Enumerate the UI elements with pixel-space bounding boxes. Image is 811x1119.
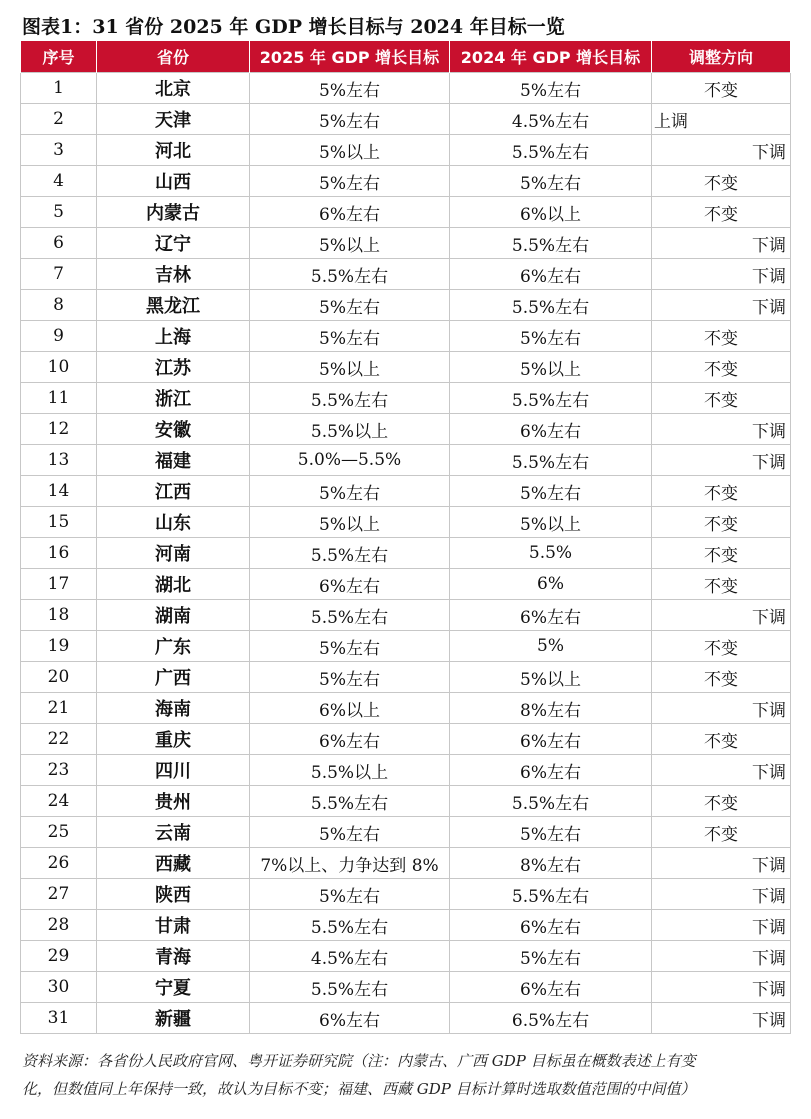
cell-province: 甘肃 [97,910,250,941]
table-row [21,383,791,414]
cell-target-2025: 5%左右 [250,166,450,197]
cell-province: 安徽 [97,414,250,445]
cell-direction [652,104,791,135]
table-row [21,507,791,538]
cell-province: 上海 [97,321,250,352]
cell-target-2024: 6%左右 [450,414,652,445]
cell-province: 北京 [97,73,250,104]
table-row [21,755,791,786]
cell-index: 12 [21,414,97,445]
cell-target-2024: 8%左右 [450,848,652,879]
direction-label: 下调 [752,452,786,473]
cell-index: 14 [21,476,97,507]
cell-target-2025: 5.5%左右 [250,786,450,817]
cell-direction [652,786,791,817]
cell-direction [652,569,791,600]
table-row [21,228,791,259]
cell-target-2025: 5.5%左右 [250,383,450,414]
cell-index: 20 [21,662,97,693]
cell-target-2025: 5%以上 [250,352,450,383]
cell-target-2025: 5.0%—5.5% [250,445,450,476]
direction-label: 下调 [752,1010,786,1031]
cell-direction [652,848,791,879]
table-row [21,786,791,817]
table-row [21,848,791,879]
cell-target-2025: 5.5%左右 [250,259,450,290]
table-row [21,414,791,445]
cell-target-2025: 5%左右 [250,662,450,693]
cell-target-2024: 5.5%左右 [450,228,652,259]
cell-target-2025: 5%左右 [250,104,450,135]
header-target-2024: 2024 年 GDP 增长目标 [450,41,652,73]
table-row [21,817,791,848]
table-row [21,1003,791,1034]
cell-target-2025: 5%左右 [250,631,450,662]
cell-target-2024: 5.5%左右 [450,135,652,166]
table-row [21,662,791,693]
cell-index: 8 [21,290,97,321]
table-row [21,290,791,321]
cell-target-2025: 5%以上 [250,507,450,538]
direction-label: 下调 [752,762,786,783]
cell-target-2024: 6%左右 [450,972,652,1003]
table-row [21,631,791,662]
cell-direction [652,724,791,755]
cell-direction [652,662,791,693]
cell-province: 河北 [97,135,250,166]
cell-target-2024: 6%左右 [450,755,652,786]
table-row [21,879,791,910]
cell-index: 26 [21,848,97,879]
header-index: 序号 [21,41,97,73]
cell-target-2025: 4.5%左右 [250,941,450,972]
direction-label: 下调 [752,297,786,318]
cell-province: 江苏 [97,352,250,383]
table-row [21,321,791,352]
direction-label: 不变 [704,824,738,845]
cell-direction [652,1003,791,1034]
cell-province: 辽宁 [97,228,250,259]
cell-province: 新疆 [97,1003,250,1034]
direction-label: 不变 [704,80,738,101]
cell-target-2025: 7%以上、力争达到 8% [250,848,450,879]
cell-index: 10 [21,352,97,383]
cell-target-2025: 6%左右 [250,569,450,600]
cell-index: 7 [21,259,97,290]
cell-target-2024: 6%左右 [450,600,652,631]
direction-label: 下调 [752,700,786,721]
table-row [21,724,791,755]
direction-label: 下调 [752,886,786,907]
cell-province: 江西 [97,476,250,507]
cell-target-2025: 5.5%左右 [250,972,450,1003]
cell-direction [652,910,791,941]
cell-target-2025: 5%以上 [250,228,450,259]
cell-direction [652,817,791,848]
cell-target-2025: 5%左右 [250,321,450,352]
cell-direction [652,755,791,786]
cell-target-2024: 5%以上 [450,352,652,383]
cell-province: 西藏 [97,848,250,879]
cell-province: 广西 [97,662,250,693]
table-body [21,73,791,1034]
table-row [21,445,791,476]
cell-target-2024: 4.5%左右 [450,104,652,135]
direction-label: 不变 [704,793,738,814]
cell-target-2024: 5.5%左右 [450,383,652,414]
cell-target-2024: 5% [450,631,652,662]
cell-target-2025: 6%左右 [250,724,450,755]
direction-label: 下调 [752,421,786,442]
direction-label: 下调 [752,948,786,969]
cell-direction [652,197,791,228]
cell-target-2024: 5%左右 [450,476,652,507]
cell-target-2024: 5%左右 [450,941,652,972]
cell-direction [652,693,791,724]
source-note [22,1047,792,1103]
cell-province: 广东 [97,631,250,662]
cell-province: 海南 [97,693,250,724]
cell-direction [652,414,791,445]
cell-target-2024: 5%左右 [450,817,652,848]
cell-index: 17 [21,569,97,600]
direction-label: 不变 [704,669,738,690]
cell-target-2024: 5.5%左右 [450,879,652,910]
cell-direction [652,941,791,972]
direction-label: 下调 [752,266,786,287]
table-row [21,73,791,104]
cell-direction [652,290,791,321]
cell-target-2025: 5%左右 [250,73,450,104]
direction-label: 下调 [752,235,786,256]
cell-index: 11 [21,383,97,414]
direction-label: 下调 [752,917,786,938]
cell-target-2024: 5%左右 [450,321,652,352]
cell-direction [652,383,791,414]
cell-target-2024: 6%左右 [450,910,652,941]
cell-direction [652,166,791,197]
table-row [21,693,791,724]
cell-index: 25 [21,817,97,848]
cell-index: 21 [21,693,97,724]
cell-direction [652,228,791,259]
cell-index: 19 [21,631,97,662]
direction-label: 不变 [704,204,738,225]
cell-direction [652,352,791,383]
cell-province: 青海 [97,941,250,972]
cell-province: 陕西 [97,879,250,910]
source-note-line-1: 资料来源：各省份人民政府官网、粤开证券研究院（注：内蒙古、广西 GDP 目标虽在概数表述上有变 [22,1052,696,1070]
cell-index: 22 [21,724,97,755]
cell-target-2025: 5%左右 [250,290,450,321]
cell-index: 13 [21,445,97,476]
cell-target-2024: 6%以上 [450,197,652,228]
cell-index: 5 [21,197,97,228]
cell-index: 24 [21,786,97,817]
cell-target-2025: 5.5%左右 [250,538,450,569]
direction-label: 不变 [704,359,738,380]
table-header-row [21,41,791,73]
cell-target-2025: 6%以上 [250,693,450,724]
cell-target-2024: 5%左右 [450,73,652,104]
cell-index: 4 [21,166,97,197]
direction-label: 不变 [704,173,738,194]
cell-province: 山西 [97,166,250,197]
cell-province: 四川 [97,755,250,786]
cell-target-2024: 5.5%左右 [450,445,652,476]
table-row [21,166,791,197]
cell-target-2024: 5%以上 [450,507,652,538]
cell-province: 山东 [97,507,250,538]
gdp-target-table [20,41,791,1034]
cell-direction [652,476,791,507]
table-row [21,910,791,941]
figure-title: 图表1：31 省份 2025 年 GDP 增长目标与 2024 年目标一览 [22,16,565,38]
table-row [21,972,791,1003]
direction-label: 不变 [704,483,738,504]
cell-target-2025: 5.5%左右 [250,910,450,941]
cell-index: 30 [21,972,97,1003]
cell-index: 31 [21,1003,97,1034]
header-target-2025: 2025 年 GDP 增长目标 [250,41,450,73]
cell-province: 内蒙古 [97,197,250,228]
cell-province: 云南 [97,817,250,848]
cell-province: 浙江 [97,383,250,414]
header-direction: 调整方向 [652,41,791,73]
cell-index: 27 [21,879,97,910]
cell-target-2024: 5.5%左右 [450,290,652,321]
direction-label: 不变 [704,731,738,752]
cell-target-2025: 6%左右 [250,1003,450,1034]
cell-target-2024: 6%左右 [450,724,652,755]
cell-target-2025: 5.5%左右 [250,600,450,631]
cell-direction [652,73,791,104]
cell-target-2024: 6%左右 [450,259,652,290]
table-row [21,104,791,135]
cell-direction [652,600,791,631]
cell-direction [652,972,791,1003]
cell-index: 1 [21,73,97,104]
cell-province: 湖北 [97,569,250,600]
cell-target-2024: 5%左右 [450,166,652,197]
cell-target-2024: 8%左右 [450,693,652,724]
direction-label: 上调 [654,111,688,132]
direction-label: 不变 [704,390,738,411]
cell-target-2024: 5%以上 [450,662,652,693]
direction-label: 不变 [704,514,738,535]
cell-index: 2 [21,104,97,135]
cell-province: 重庆 [97,724,250,755]
direction-label: 不变 [704,328,738,349]
cell-direction [652,507,791,538]
cell-province: 湖南 [97,600,250,631]
cell-index: 6 [21,228,97,259]
cell-index: 15 [21,507,97,538]
cell-target-2024: 6.5%左右 [450,1003,652,1034]
cell-province: 天津 [97,104,250,135]
table-row [21,941,791,972]
cell-direction [652,321,791,352]
cell-target-2025: 6%左右 [250,197,450,228]
source-note-line-2: 化，但数值同上年保持一致，故认为目标不变；福建、西藏 GDP 目标计算时选取数值范围的中间值） [22,1080,696,1098]
direction-label: 不变 [704,638,738,659]
cell-direction [652,631,791,662]
cell-direction [652,135,791,166]
cell-target-2024: 5.5% [450,538,652,569]
cell-province: 贵州 [97,786,250,817]
header-province: 省份 [97,41,250,73]
cell-direction [652,259,791,290]
cell-province: 黑龙江 [97,290,250,321]
table-row [21,476,791,507]
table-row [21,600,791,631]
direction-label: 不变 [704,576,738,597]
direction-label: 不变 [704,545,738,566]
direction-label: 下调 [752,979,786,1000]
cell-target-2025: 5%左右 [250,476,450,507]
cell-province: 河南 [97,538,250,569]
cell-target-2024: 5.5%左右 [450,786,652,817]
cell-target-2025: 5%左右 [250,817,450,848]
cell-direction [652,879,791,910]
cell-target-2025: 5.5%以上 [250,414,450,445]
table-row [21,538,791,569]
cell-index: 9 [21,321,97,352]
cell-direction [652,538,791,569]
table-row [21,259,791,290]
cell-index: 18 [21,600,97,631]
cell-direction [652,445,791,476]
table-row [21,352,791,383]
direction-label: 下调 [752,142,786,163]
cell-target-2025: 5.5%以上 [250,755,450,786]
cell-index: 3 [21,135,97,166]
cell-index: 29 [21,941,97,972]
table-row [21,569,791,600]
table-row [21,197,791,228]
cell-province: 福建 [97,445,250,476]
cell-index: 28 [21,910,97,941]
table-row [21,135,791,166]
cell-index: 16 [21,538,97,569]
direction-label: 下调 [752,855,786,876]
cell-target-2025: 5%左右 [250,879,450,910]
cell-index: 23 [21,755,97,786]
direction-label: 下调 [752,607,786,628]
cell-target-2024: 6% [450,569,652,600]
cell-province: 吉林 [97,259,250,290]
cell-province: 宁夏 [97,972,250,1003]
cell-target-2025: 5%以上 [250,135,450,166]
